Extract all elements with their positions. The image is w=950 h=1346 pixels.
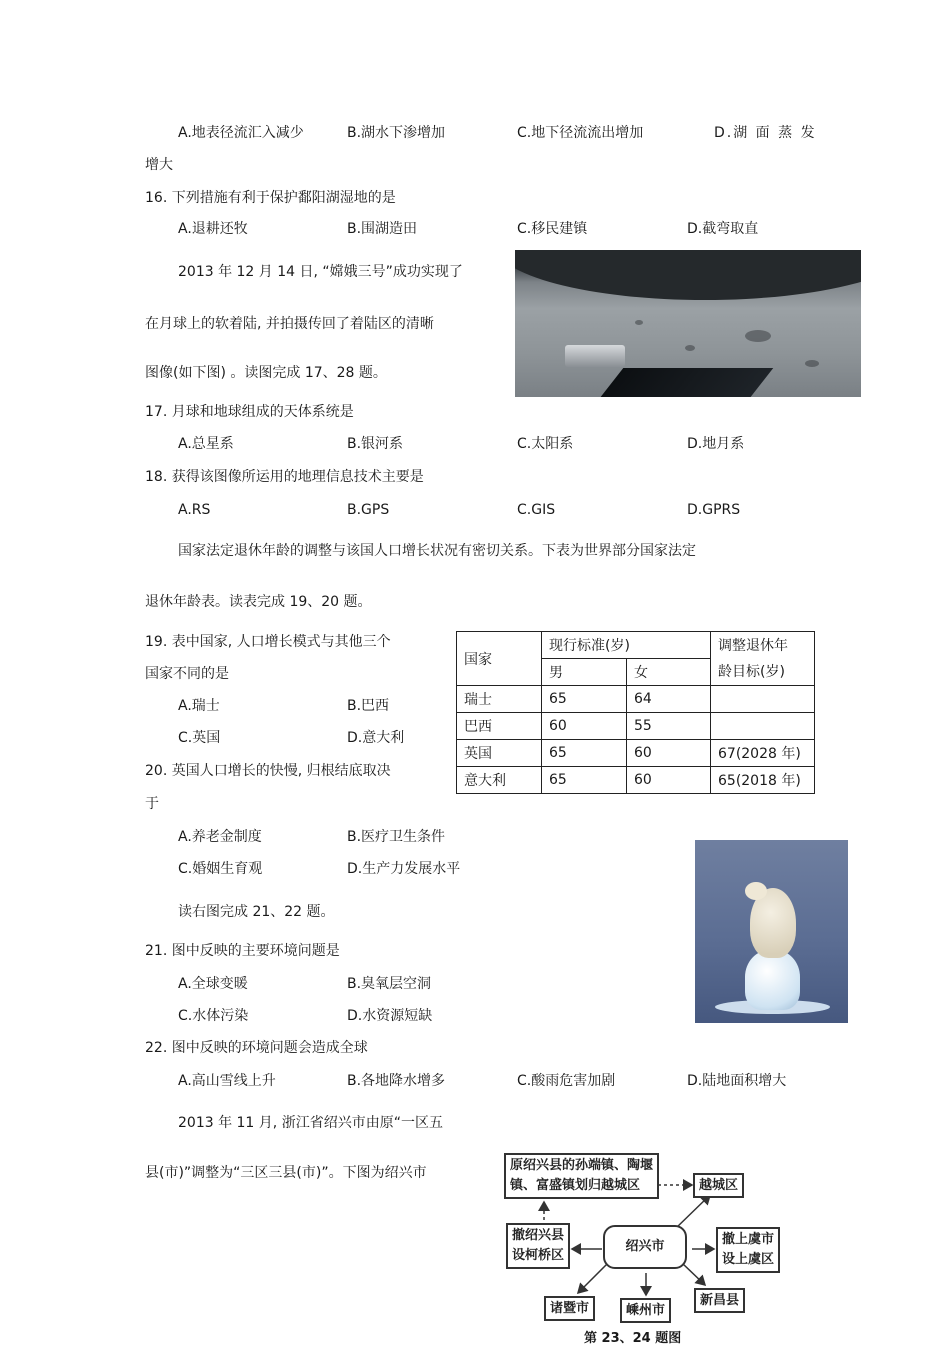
shengzhou-city-box: 嵊州市 — [620, 1298, 671, 1323]
diagram-caption: 第 23、24 题图 — [584, 1331, 682, 1346]
keqiao-line-2: 设柯桥区 — [512, 1248, 565, 1263]
q15-option-d: D.湖 面 蒸 发 — [714, 125, 817, 141]
table-cell-female: 55 — [627, 713, 711, 740]
table-cell-male: 65 — [542, 767, 627, 794]
q21-stem: 21. 图中反映的主要环境问题是 — [145, 943, 340, 959]
table-cell-female: 60 — [627, 767, 711, 794]
table-header-target-line-2: 龄目标(岁) — [718, 663, 785, 680]
q18-option-c: C.GIS — [517, 502, 556, 518]
q22-option-a: A.高山雪线上升 — [178, 1073, 276, 1089]
table-row — [457, 713, 815, 740]
table-header-target — [711, 632, 815, 686]
q18-option-d: D.GPRS — [687, 502, 741, 518]
table-cell-female: 60 — [627, 740, 711, 767]
q22-option-d: D.陆地面积增大 — [687, 1073, 787, 1089]
q16-stem: 16. 下列措施有利于保护鄱阳湖湿地的是 — [145, 190, 396, 206]
q17-option-d: D.地月系 — [687, 436, 745, 452]
q17-option-a: A.总星系 — [178, 436, 234, 452]
table-cell-country: 意大利 — [457, 767, 542, 794]
table-cell-male: 60 — [542, 713, 627, 740]
q20-option-b: B.医疗卫生条件 — [347, 829, 446, 845]
lunar-surface-photo — [515, 250, 861, 397]
table-row — [457, 767, 815, 794]
table-cell-country: 瑞士 — [457, 686, 542, 713]
q17-stem: 17. 月球和地球组成的天体系统是 — [145, 404, 354, 420]
retire-intro-line-2: 退休年龄表。读表完成 19、20 题。 — [145, 594, 372, 610]
shaoxing-intro-line-2: 县(市)”调整为“三区三县(市)”。下图为绍兴市 — [145, 1165, 427, 1181]
table-header-current: 现行标准(岁) — [542, 632, 711, 659]
table-cell-country: 英国 — [457, 740, 542, 767]
table-cell-target: 67(2028 年) — [711, 740, 815, 767]
q15-option-a: A.地表径流汇入减少 — [178, 125, 304, 141]
table-header-male: 男 — [542, 659, 627, 686]
shaoxing-city-box: 绍兴市 — [603, 1225, 687, 1269]
table-cell-target: 65(2018 年) — [711, 767, 815, 794]
zhuji-city-box: 诸暨市 — [544, 1296, 595, 1321]
q16-option-c: C.移民建镇 — [517, 221, 588, 237]
q19-option-a: A.瑞士 — [178, 698, 220, 714]
merged-towns-line-1: 原绍兴县的孙端镇、陶堰 — [510, 1158, 654, 1173]
keqiao-district-box — [506, 1223, 570, 1269]
table-row — [457, 740, 815, 767]
shaoxing-district-diagram — [500, 1145, 800, 1345]
q17-option-b: B.银河系 — [347, 436, 404, 452]
merged-towns-box — [504, 1153, 659, 1199]
table-cell-male: 65 — [542, 686, 627, 713]
table-cell-target — [711, 713, 815, 740]
moon-intro-line-2: 在月球上的软着陆, 并拍摄传回了着陆区的清晰 — [145, 316, 434, 332]
q17-option-c: C.太阳系 — [517, 436, 574, 452]
table-header-female: 女 — [627, 659, 711, 686]
q18-stem: 18. 获得该图像所运用的地理信息技术主要是 — [145, 469, 424, 485]
moon-intro-line-1: 2013 年 12 月 14 日, “嫦娥三号”成功实现了 — [178, 264, 463, 280]
keqiao-line-1: 撤绍兴县 — [512, 1228, 565, 1243]
q20-stem-line-1: 20. 英国人口增长的快慢, 归根结底取决 — [145, 763, 391, 779]
q15-option-c: C.地下径流流出增加 — [517, 125, 644, 141]
bear-intro: 读右图完成 21、22 题。 — [178, 904, 335, 920]
table-cell-male: 65 — [542, 740, 627, 767]
q19-stem-line-2: 国家不同的是 — [145, 666, 229, 682]
q16-option-a: A.退耕还牧 — [178, 221, 248, 237]
q21-option-a: A.全球变暖 — [178, 976, 248, 992]
q22-stem: 22. 图中反映的环境问题会造成全球 — [145, 1040, 368, 1056]
q19-option-c: C.英国 — [178, 730, 221, 746]
q15-option-d-continued: 增大 — [145, 157, 173, 173]
table-cell-country: 巴西 — [457, 713, 542, 740]
retirement-age-table — [456, 631, 815, 794]
q21-option-c: C.水体污染 — [178, 1008, 249, 1024]
retire-intro-line-1: 国家法定退休年龄的调整与该国人口增长状况有密切关系。下表为世界部分国家法定 — [178, 543, 696, 559]
q16-option-d: D.截弯取直 — [687, 221, 759, 237]
q21-option-d: D.水资源短缺 — [347, 1008, 433, 1024]
polar-bear-on-ice-photo — [695, 840, 848, 1023]
shangyu-line-2: 设上虞区 — [722, 1252, 775, 1267]
yuecheng-district-box: 越城区 — [693, 1173, 744, 1198]
table-header-country: 国家 — [457, 632, 542, 686]
q20-stem-line-2: 于 — [145, 796, 159, 812]
q16-option-b: B.围湖造田 — [347, 221, 418, 237]
xinchang-county-box: 新昌县 — [694, 1288, 745, 1313]
table-header-target-line-1: 调整退休年 — [718, 637, 788, 654]
q20-option-a: A.养老金制度 — [178, 829, 262, 845]
moon-intro-line-3: 图像(如下图) 。读图完成 17、28 题。 — [145, 365, 387, 381]
q18-option-a: A.RS — [178, 502, 211, 518]
q19-option-b: B.巴西 — [347, 698, 390, 714]
q18-option-b: B.GPS — [347, 502, 390, 518]
q22-option-c: C.酸雨危害加剧 — [517, 1073, 616, 1089]
q19-option-d: D.意大利 — [347, 730, 405, 746]
q20-option-d: D.生产力发展水平 — [347, 861, 461, 877]
q20-option-c: C.婚姻生育观 — [178, 861, 263, 877]
table-cell-target — [711, 686, 815, 713]
shangyu-line-1: 撤上虞市 — [722, 1232, 775, 1247]
q21-option-b: B.臭氧层空洞 — [347, 976, 432, 992]
table-row — [457, 686, 815, 713]
q19-stem-line-1: 19. 表中国家, 人口增长模式与其他三个 — [145, 634, 391, 650]
table-cell-female: 64 — [627, 686, 711, 713]
q15-option-b: B.湖水下渗增加 — [347, 125, 446, 141]
shaoxing-intro-line-1: 2013 年 11 月, 浙江省绍兴市由原“一区五 — [178, 1115, 443, 1131]
merged-towns-line-2: 镇、富盛镇划归越城区 — [510, 1178, 641, 1193]
q22-option-b: B.各地降水增多 — [347, 1073, 446, 1089]
shangyu-district-box — [716, 1227, 780, 1273]
